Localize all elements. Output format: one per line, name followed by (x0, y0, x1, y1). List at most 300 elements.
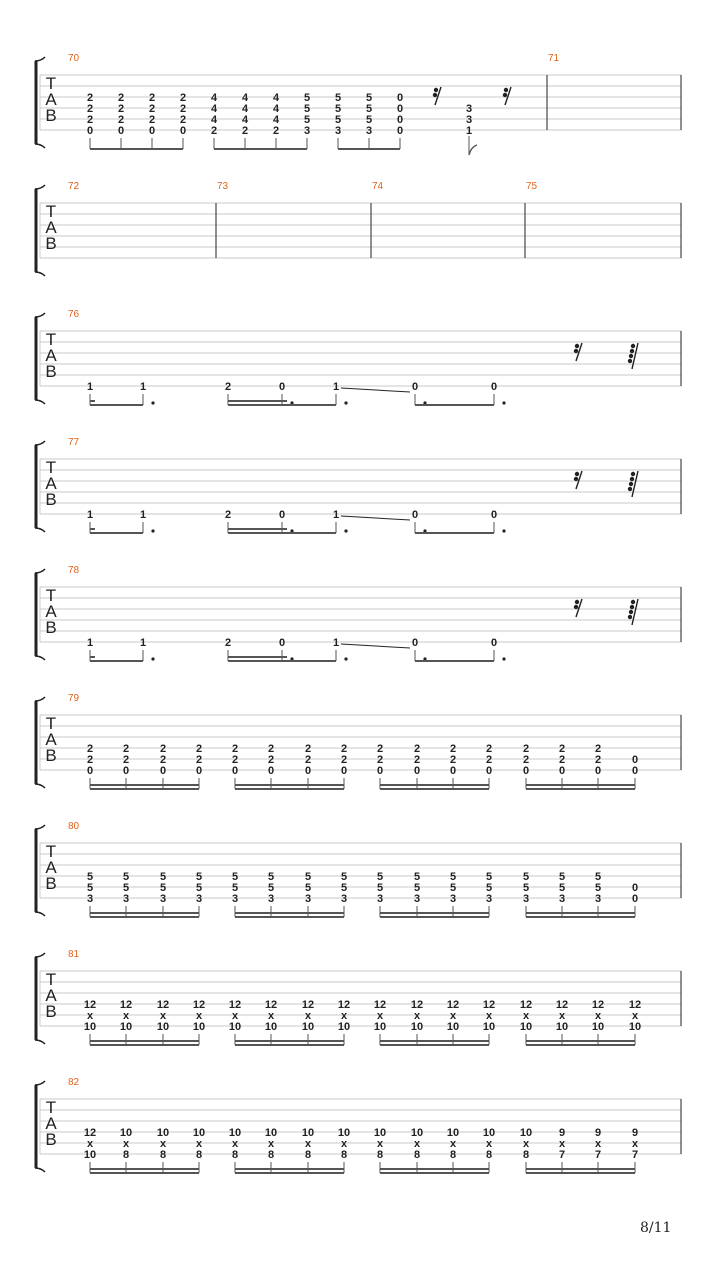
fret-number: 5 (334, 114, 342, 126)
beam (90, 1044, 199, 1046)
fret-number: 0 (304, 765, 312, 777)
fret-number: x (159, 1138, 167, 1150)
fret-number: 2 (224, 637, 232, 649)
fret-number: 12 (156, 999, 170, 1011)
fret-number: 2 (413, 743, 421, 755)
fret-number: 2 (179, 103, 187, 115)
beam (90, 660, 143, 662)
beam (90, 912, 199, 914)
fret-number: 0 (278, 509, 286, 521)
fret-number: 3 (122, 893, 130, 905)
fret-number: 5 (304, 871, 312, 883)
system-bracket-hook-bottom (35, 272, 45, 276)
system-bracket-hook-top (35, 1081, 45, 1085)
duration-dot (344, 401, 347, 404)
fret-number: 9 (631, 1127, 639, 1139)
note-flag (469, 145, 477, 155)
fret-number: x (86, 1010, 94, 1022)
duration-dot (151, 401, 154, 404)
fret-number: 5 (485, 882, 493, 894)
fret-number: 2 (304, 754, 312, 766)
measure-number: 76 (68, 309, 80, 320)
fret-number: 12 (410, 999, 424, 1011)
beam (415, 404, 494, 406)
tab-clef-letter: A (45, 986, 57, 1005)
fret-number: 0 (117, 125, 125, 137)
rest-flag-dot (630, 349, 634, 353)
fret-number: 0 (490, 637, 498, 649)
fret-number: 1 (139, 637, 147, 649)
fret-number: 1 (465, 125, 473, 137)
tab-system (35, 949, 681, 1046)
fret-number: 10 (156, 1021, 170, 1033)
rest-flag-dot (503, 93, 507, 97)
fret-number: 5 (365, 114, 373, 126)
system-bracket-hook-top (35, 441, 45, 445)
fret-number: 5 (558, 882, 566, 894)
rest-flag-dot (629, 354, 633, 358)
fret-number: 8 (267, 1149, 275, 1161)
measure-number: 71 (548, 53, 560, 64)
fret-number: 2 (267, 754, 275, 766)
fret-number: 12 (119, 999, 133, 1011)
fret-number: 2 (231, 743, 239, 755)
beam (282, 656, 287, 658)
tab-clef-letter: B (45, 746, 57, 765)
fret-number: 12 (519, 999, 533, 1011)
measure-number: 79 (68, 693, 80, 704)
fret-number: 12 (591, 999, 605, 1011)
fret-number: 2 (267, 743, 275, 755)
tab-clef-letter: T (45, 714, 57, 733)
fret-number: 0 (631, 893, 639, 905)
fret-number: 12 (264, 999, 278, 1011)
fret-number: 5 (594, 871, 602, 883)
fret-number: x (376, 1138, 384, 1150)
fret-number: 8 (340, 1149, 348, 1161)
fret-number: 2 (224, 509, 232, 521)
fret-number: 10 (482, 1021, 496, 1033)
fret-number: 5 (334, 103, 342, 115)
tab-clef-letter: B (45, 106, 57, 125)
rest-flag-dot (574, 605, 578, 609)
fret-number: 10 (83, 1021, 97, 1033)
fret-number: 3 (159, 893, 167, 905)
tab-clef-letter: B (45, 1002, 57, 1021)
fret-number: 0 (195, 765, 203, 777)
fret-number: 8 (122, 1149, 130, 1161)
fret-number: 5 (334, 92, 342, 104)
beam (526, 1044, 635, 1046)
fret-number: 7 (631, 1149, 639, 1161)
beam (90, 532, 143, 534)
fret-number: 5 (558, 871, 566, 883)
rest-flag-dot (574, 349, 578, 353)
fret-number: 0 (594, 765, 602, 777)
fret-number: 5 (303, 114, 311, 126)
fret-number: 12 (301, 999, 315, 1011)
fret-number: x (558, 1010, 566, 1022)
fret-number: 10 (555, 1021, 569, 1033)
fret-number: x (485, 1010, 493, 1022)
fret-number: 0 (148, 125, 156, 137)
rest-flag-dot (628, 359, 632, 363)
fret-number: x (631, 1010, 639, 1022)
beam (526, 1040, 635, 1042)
fret-number: 5 (159, 882, 167, 894)
fret-number: 5 (449, 882, 457, 894)
fret-number: 2 (413, 754, 421, 766)
fret-number: 10 (264, 1127, 278, 1139)
fret-number: x (413, 1010, 421, 1022)
fret-number: 0 (396, 103, 404, 115)
beam (90, 400, 95, 402)
fret-number: 2 (122, 743, 130, 755)
measure-number: 82 (68, 1077, 80, 1088)
beam (235, 1172, 344, 1174)
fret-number: x (231, 1010, 239, 1022)
tab-clef-letter: B (45, 618, 57, 637)
fret-number: x (485, 1138, 493, 1150)
fret-number: 5 (485, 871, 493, 883)
fret-number: x (159, 1010, 167, 1022)
rest-symbol (628, 599, 638, 625)
tab-clef-letter: B (45, 362, 57, 381)
fret-number: 0 (340, 765, 348, 777)
fret-number: 9 (558, 1127, 566, 1139)
fret-number: 0 (86, 765, 94, 777)
fret-number: x (413, 1138, 421, 1150)
tab-clef-letter: B (45, 490, 57, 509)
fret-number: 5 (267, 882, 275, 894)
fret-number: 8 (413, 1149, 421, 1161)
fret-number: 12 (83, 999, 97, 1011)
fret-number: 1 (332, 637, 340, 649)
tab-clef-letter: T (45, 842, 57, 861)
fret-number: 0 (631, 754, 639, 766)
tab-clef-letter: B (45, 1130, 57, 1149)
fret-number: 10 (264, 1021, 278, 1033)
fret-number: x (122, 1010, 130, 1022)
fret-number: 8 (376, 1149, 384, 1161)
fret-number: 2 (195, 743, 203, 755)
fret-number: 3 (485, 893, 493, 905)
beam (526, 788, 635, 790)
fret-number: 5 (159, 871, 167, 883)
fret-number: 2 (376, 754, 384, 766)
tab-clef-letter: T (45, 330, 57, 349)
fret-number: 3 (558, 893, 566, 905)
fret-number: 2 (195, 754, 203, 766)
beam (90, 788, 199, 790)
beam (235, 788, 344, 790)
fret-number: 12 (555, 999, 569, 1011)
fret-number: 1 (332, 509, 340, 521)
fret-number: 4 (272, 92, 280, 104)
fret-number: 2 (231, 754, 239, 766)
beam (380, 784, 489, 786)
beam (380, 1172, 489, 1174)
system-bracket-hook-top (35, 697, 45, 701)
fret-number: 3 (522, 893, 530, 905)
fret-number: 10 (83, 1149, 97, 1161)
fret-number: 8 (304, 1149, 312, 1161)
fret-number: 0 (396, 114, 404, 126)
fret-number: 0 (490, 509, 498, 521)
fret-number: 3 (231, 893, 239, 905)
beam (526, 1172, 635, 1174)
fret-number: x (267, 1138, 275, 1150)
beam (282, 400, 287, 402)
fret-number: 10 (591, 1021, 605, 1033)
fret-number: 8 (449, 1149, 457, 1161)
beam (415, 532, 494, 534)
beam (90, 784, 199, 786)
fret-number: 10 (119, 1021, 133, 1033)
fret-number: x (304, 1010, 312, 1022)
fret-number: 1 (139, 509, 147, 521)
fret-number: 10 (192, 1021, 206, 1033)
fret-number: 10 (228, 1021, 242, 1033)
fret-number: 0 (413, 765, 421, 777)
beam (235, 1040, 344, 1042)
fret-number: 5 (303, 92, 311, 104)
rest-flag-dot (631, 344, 635, 348)
fret-number: 2 (558, 754, 566, 766)
fret-number: x (340, 1010, 348, 1022)
rest-flag-dot (630, 477, 634, 481)
fret-number: x (522, 1138, 530, 1150)
fret-number: 0 (267, 765, 275, 777)
fret-number: 1 (86, 509, 94, 521)
fret-number: 1 (332, 381, 340, 393)
tab-clef-letter: A (45, 474, 57, 493)
beam (235, 916, 344, 918)
system-bracket-hook-bottom (35, 656, 45, 660)
system-bracket-hook-top (35, 825, 45, 829)
system-bracket-hook-bottom (35, 528, 45, 532)
beam (235, 1168, 344, 1170)
rest-flag-dot (575, 344, 579, 348)
fret-number: 0 (411, 509, 419, 521)
fret-number: 10 (156, 1127, 170, 1139)
beam (526, 916, 635, 918)
fret-number: x (304, 1138, 312, 1150)
beam (235, 1044, 344, 1046)
fret-number: 2 (272, 125, 280, 137)
fret-number: 3 (449, 893, 457, 905)
fret-number: 3 (465, 103, 473, 115)
rest-flag-dot (434, 88, 438, 92)
system-bracket-hook-bottom (35, 784, 45, 788)
fret-number: 8 (159, 1149, 167, 1161)
fret-number: x (86, 1138, 94, 1150)
fret-number: 0 (411, 381, 419, 393)
fret-number: 5 (594, 882, 602, 894)
measure-number: 75 (526, 181, 538, 192)
fret-number: x (195, 1010, 203, 1022)
fret-number: 12 (192, 999, 206, 1011)
fret-number: 2 (86, 114, 94, 126)
tab-clef-letter: T (45, 1098, 57, 1117)
fret-number: 0 (522, 765, 530, 777)
tab-clef-letter: T (45, 74, 57, 93)
beam (380, 1168, 489, 1170)
system-bracket-hook-bottom (35, 1040, 45, 1044)
tab-clef-letter: A (45, 602, 57, 621)
fret-number: 4 (210, 103, 218, 115)
fret-number: 2 (148, 92, 156, 104)
system-bracket-hook-top (35, 57, 45, 61)
fret-number: 10 (301, 1127, 315, 1139)
slide-line (341, 516, 410, 520)
fret-number: 5 (340, 871, 348, 883)
fret-number: 9 (594, 1127, 602, 1139)
fret-number: 2 (224, 381, 232, 393)
fret-number: 5 (303, 103, 311, 115)
fret-number: 2 (485, 743, 493, 755)
fret-number: 4 (241, 114, 249, 126)
fret-number: 5 (376, 882, 384, 894)
rest-flag-dot (629, 482, 633, 486)
fret-number: 10 (519, 1127, 533, 1139)
fret-number: 0 (631, 882, 639, 894)
fret-number: 2 (122, 754, 130, 766)
tab-system (35, 181, 681, 276)
rest-symbol (433, 87, 441, 105)
fret-number: 5 (122, 871, 130, 883)
fret-number: 0 (278, 381, 286, 393)
fret-number: x (449, 1010, 457, 1022)
fret-number: 2 (179, 114, 187, 126)
duration-dot (344, 657, 347, 660)
fret-number: 5 (304, 882, 312, 894)
fret-number: 12 (373, 999, 387, 1011)
fret-number: 10 (628, 1021, 642, 1033)
fret-number: 12 (482, 999, 496, 1011)
rest-flag-dot (628, 615, 632, 619)
fret-number: 3 (195, 893, 203, 905)
beam (380, 1040, 489, 1042)
fret-number: 3 (594, 893, 602, 905)
fret-number: 10 (337, 1021, 351, 1033)
beam (90, 148, 183, 150)
fret-number: 0 (558, 765, 566, 777)
fret-number: 2 (159, 743, 167, 755)
fret-number: 0 (376, 765, 384, 777)
fret-number: 12 (228, 999, 242, 1011)
measure-number: 73 (217, 181, 229, 192)
fret-number: 5 (267, 871, 275, 883)
fret-number: 1 (86, 381, 94, 393)
duration-dot (151, 529, 154, 532)
beam (90, 656, 95, 658)
fret-number: 10 (373, 1127, 387, 1139)
fret-number: 2 (117, 103, 125, 115)
measure-number: 72 (68, 181, 80, 192)
fret-number: 2 (86, 754, 94, 766)
fret-number: 0 (490, 381, 498, 393)
fret-number: 5 (522, 871, 530, 883)
beam (526, 784, 635, 786)
fret-number: x (594, 1010, 602, 1022)
tab-system (35, 565, 681, 662)
fret-number: 4 (272, 114, 280, 126)
rest-flag-dot (574, 477, 578, 481)
tab-clef-letter: A (45, 346, 57, 365)
fret-number: 2 (210, 125, 218, 137)
rest-symbol (574, 343, 582, 361)
system-bracket-hook-top (35, 185, 45, 189)
rest-flag-dot (631, 600, 635, 604)
duration-dot (502, 657, 505, 660)
fret-number: 5 (231, 882, 239, 894)
fret-number: 5 (522, 882, 530, 894)
fret-number: 3 (465, 114, 473, 126)
fret-number: 2 (449, 754, 457, 766)
tab-clef-letter: B (45, 874, 57, 893)
fret-number: 2 (522, 754, 530, 766)
fret-number: 0 (449, 765, 457, 777)
rest-flag-dot (630, 605, 634, 609)
fret-number: 5 (340, 882, 348, 894)
fret-number: 4 (210, 92, 218, 104)
fret-number: 8 (195, 1149, 203, 1161)
fret-number: 8 (485, 1149, 493, 1161)
fret-number: 3 (267, 893, 275, 905)
fret-number: 10 (410, 1127, 424, 1139)
fret-number: 2 (304, 743, 312, 755)
rest-symbol (503, 87, 511, 105)
fret-number: x (195, 1138, 203, 1150)
fret-number: 5 (231, 871, 239, 883)
fret-number: 3 (334, 125, 342, 137)
fret-number: 2 (340, 743, 348, 755)
fret-number: 10 (337, 1127, 351, 1139)
beam (235, 784, 344, 786)
fret-number: 4 (210, 114, 218, 126)
system-bracket-hook-bottom (35, 912, 45, 916)
fret-number: 2 (558, 743, 566, 755)
fret-number: x (558, 1138, 566, 1150)
beam (214, 148, 307, 150)
beam (380, 1044, 489, 1046)
beam (228, 656, 282, 658)
fret-number: 10 (446, 1127, 460, 1139)
fret-number: 5 (449, 871, 457, 883)
fret-number: x (122, 1138, 130, 1150)
fret-number: 3 (413, 893, 421, 905)
rest-flag-dot (631, 472, 635, 476)
measure-number: 78 (68, 565, 80, 576)
tab-system (35, 309, 681, 406)
tab-system (35, 437, 681, 534)
fret-number: 2 (117, 92, 125, 104)
fret-number: 8 (231, 1149, 239, 1161)
beam (415, 660, 494, 662)
fret-number: 2 (594, 743, 602, 755)
page-number: 8/11 (640, 1220, 672, 1236)
rest-flag-dot (504, 88, 508, 92)
rest-flag-dot (433, 93, 437, 97)
fret-number: 2 (148, 103, 156, 115)
fret-number: 0 (159, 765, 167, 777)
slide-line (341, 644, 410, 648)
fret-number: 12 (83, 1127, 97, 1139)
rest-flag-dot (629, 610, 633, 614)
fret-number: 5 (376, 871, 384, 883)
fret-number: 2 (522, 743, 530, 755)
